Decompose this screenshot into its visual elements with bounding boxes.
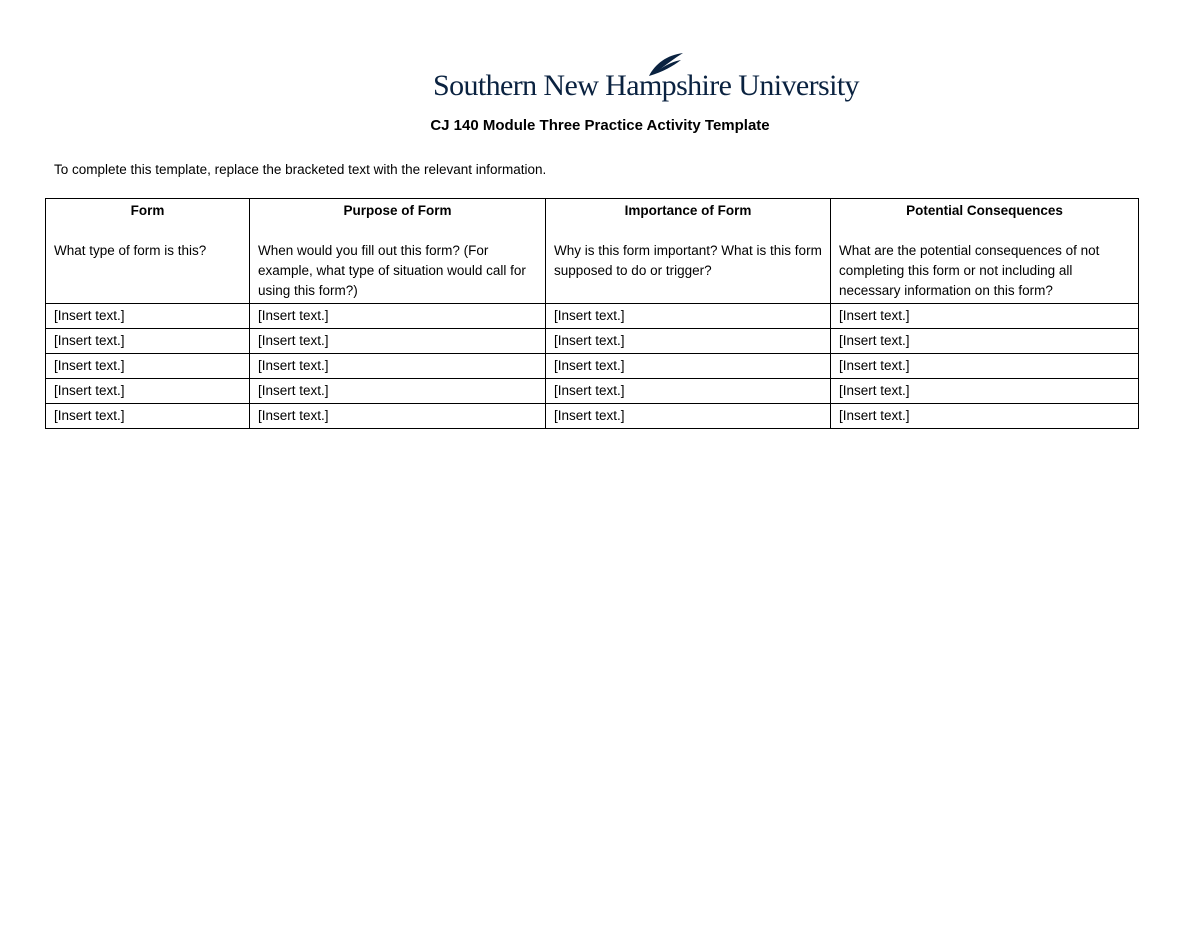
table-cell[interactable]: [Insert text.]	[831, 379, 1139, 404]
column-heading: Potential Consequences	[906, 203, 1063, 218]
table-cell[interactable]: [Insert text.]	[46, 329, 250, 354]
column-prompt: Why is this form important? What is this form supposed to do or trigger?	[554, 243, 822, 278]
table-cell[interactable]: [Insert text.]	[46, 404, 250, 429]
table-cell[interactable]: [Insert text.]	[546, 304, 831, 329]
table-cell[interactable]: [Insert text.]	[546, 379, 831, 404]
document-title: CJ 140 Module Three Practice Activity Template	[430, 117, 770, 134]
table-cell[interactable]: [Insert text.]	[250, 304, 546, 329]
column-heading: Purpose of Form	[343, 203, 452, 218]
column-heading: Form	[130, 203, 165, 218]
feather-icon	[645, 52, 685, 78]
column-header-form	[46, 199, 250, 304]
table-cell[interactable]: [Insert text.]	[546, 354, 831, 379]
logo-wordmark: Southern New Hampshire University	[433, 69, 859, 102]
table-cell[interactable]: [Insert text.]	[250, 404, 546, 429]
table-cell[interactable]: [Insert text.]	[46, 304, 250, 329]
table-cell[interactable]: [Insert text.]	[46, 354, 250, 379]
table-row	[46, 404, 1139, 429]
table-row	[46, 304, 1139, 329]
table-cell[interactable]: [Insert text.]	[546, 404, 831, 429]
column-prompt: When would you fill out this form? (For example, what type of situation would call for using this form?)	[258, 243, 526, 298]
activity-table	[45, 198, 1139, 429]
column-header-consequences	[831, 199, 1139, 304]
table-cell[interactable]: [Insert text.]	[250, 379, 546, 404]
university-logo	[430, 52, 859, 104]
table-cell[interactable]: [Insert text.]	[831, 354, 1139, 379]
table-row	[46, 379, 1139, 404]
table-cell[interactable]: [Insert text.]	[831, 304, 1139, 329]
column-header-importance	[546, 199, 831, 304]
table-cell[interactable]: [Insert text.]	[250, 354, 546, 379]
table-cell[interactable]: [Insert text.]	[46, 379, 250, 404]
table-cell[interactable]: [Insert text.]	[546, 329, 831, 354]
table-row	[46, 354, 1139, 379]
table-row	[46, 329, 1139, 354]
table-cell[interactable]: [Insert text.]	[831, 329, 1139, 354]
column-heading: Importance of Form	[624, 203, 752, 218]
column-prompt: What type of form is this?	[54, 243, 207, 258]
table-header-row	[46, 199, 1139, 304]
table-cell[interactable]: [Insert text.]	[250, 329, 546, 354]
instructions-text: To complete this template, replace the bracketed text with the relevant information.	[54, 162, 547, 177]
table-cell[interactable]: [Insert text.]	[831, 404, 1139, 429]
column-header-purpose	[250, 199, 546, 304]
column-prompt: What are the potential consequences of not completing this form or not including all necessary information on this form?	[839, 243, 1100, 298]
